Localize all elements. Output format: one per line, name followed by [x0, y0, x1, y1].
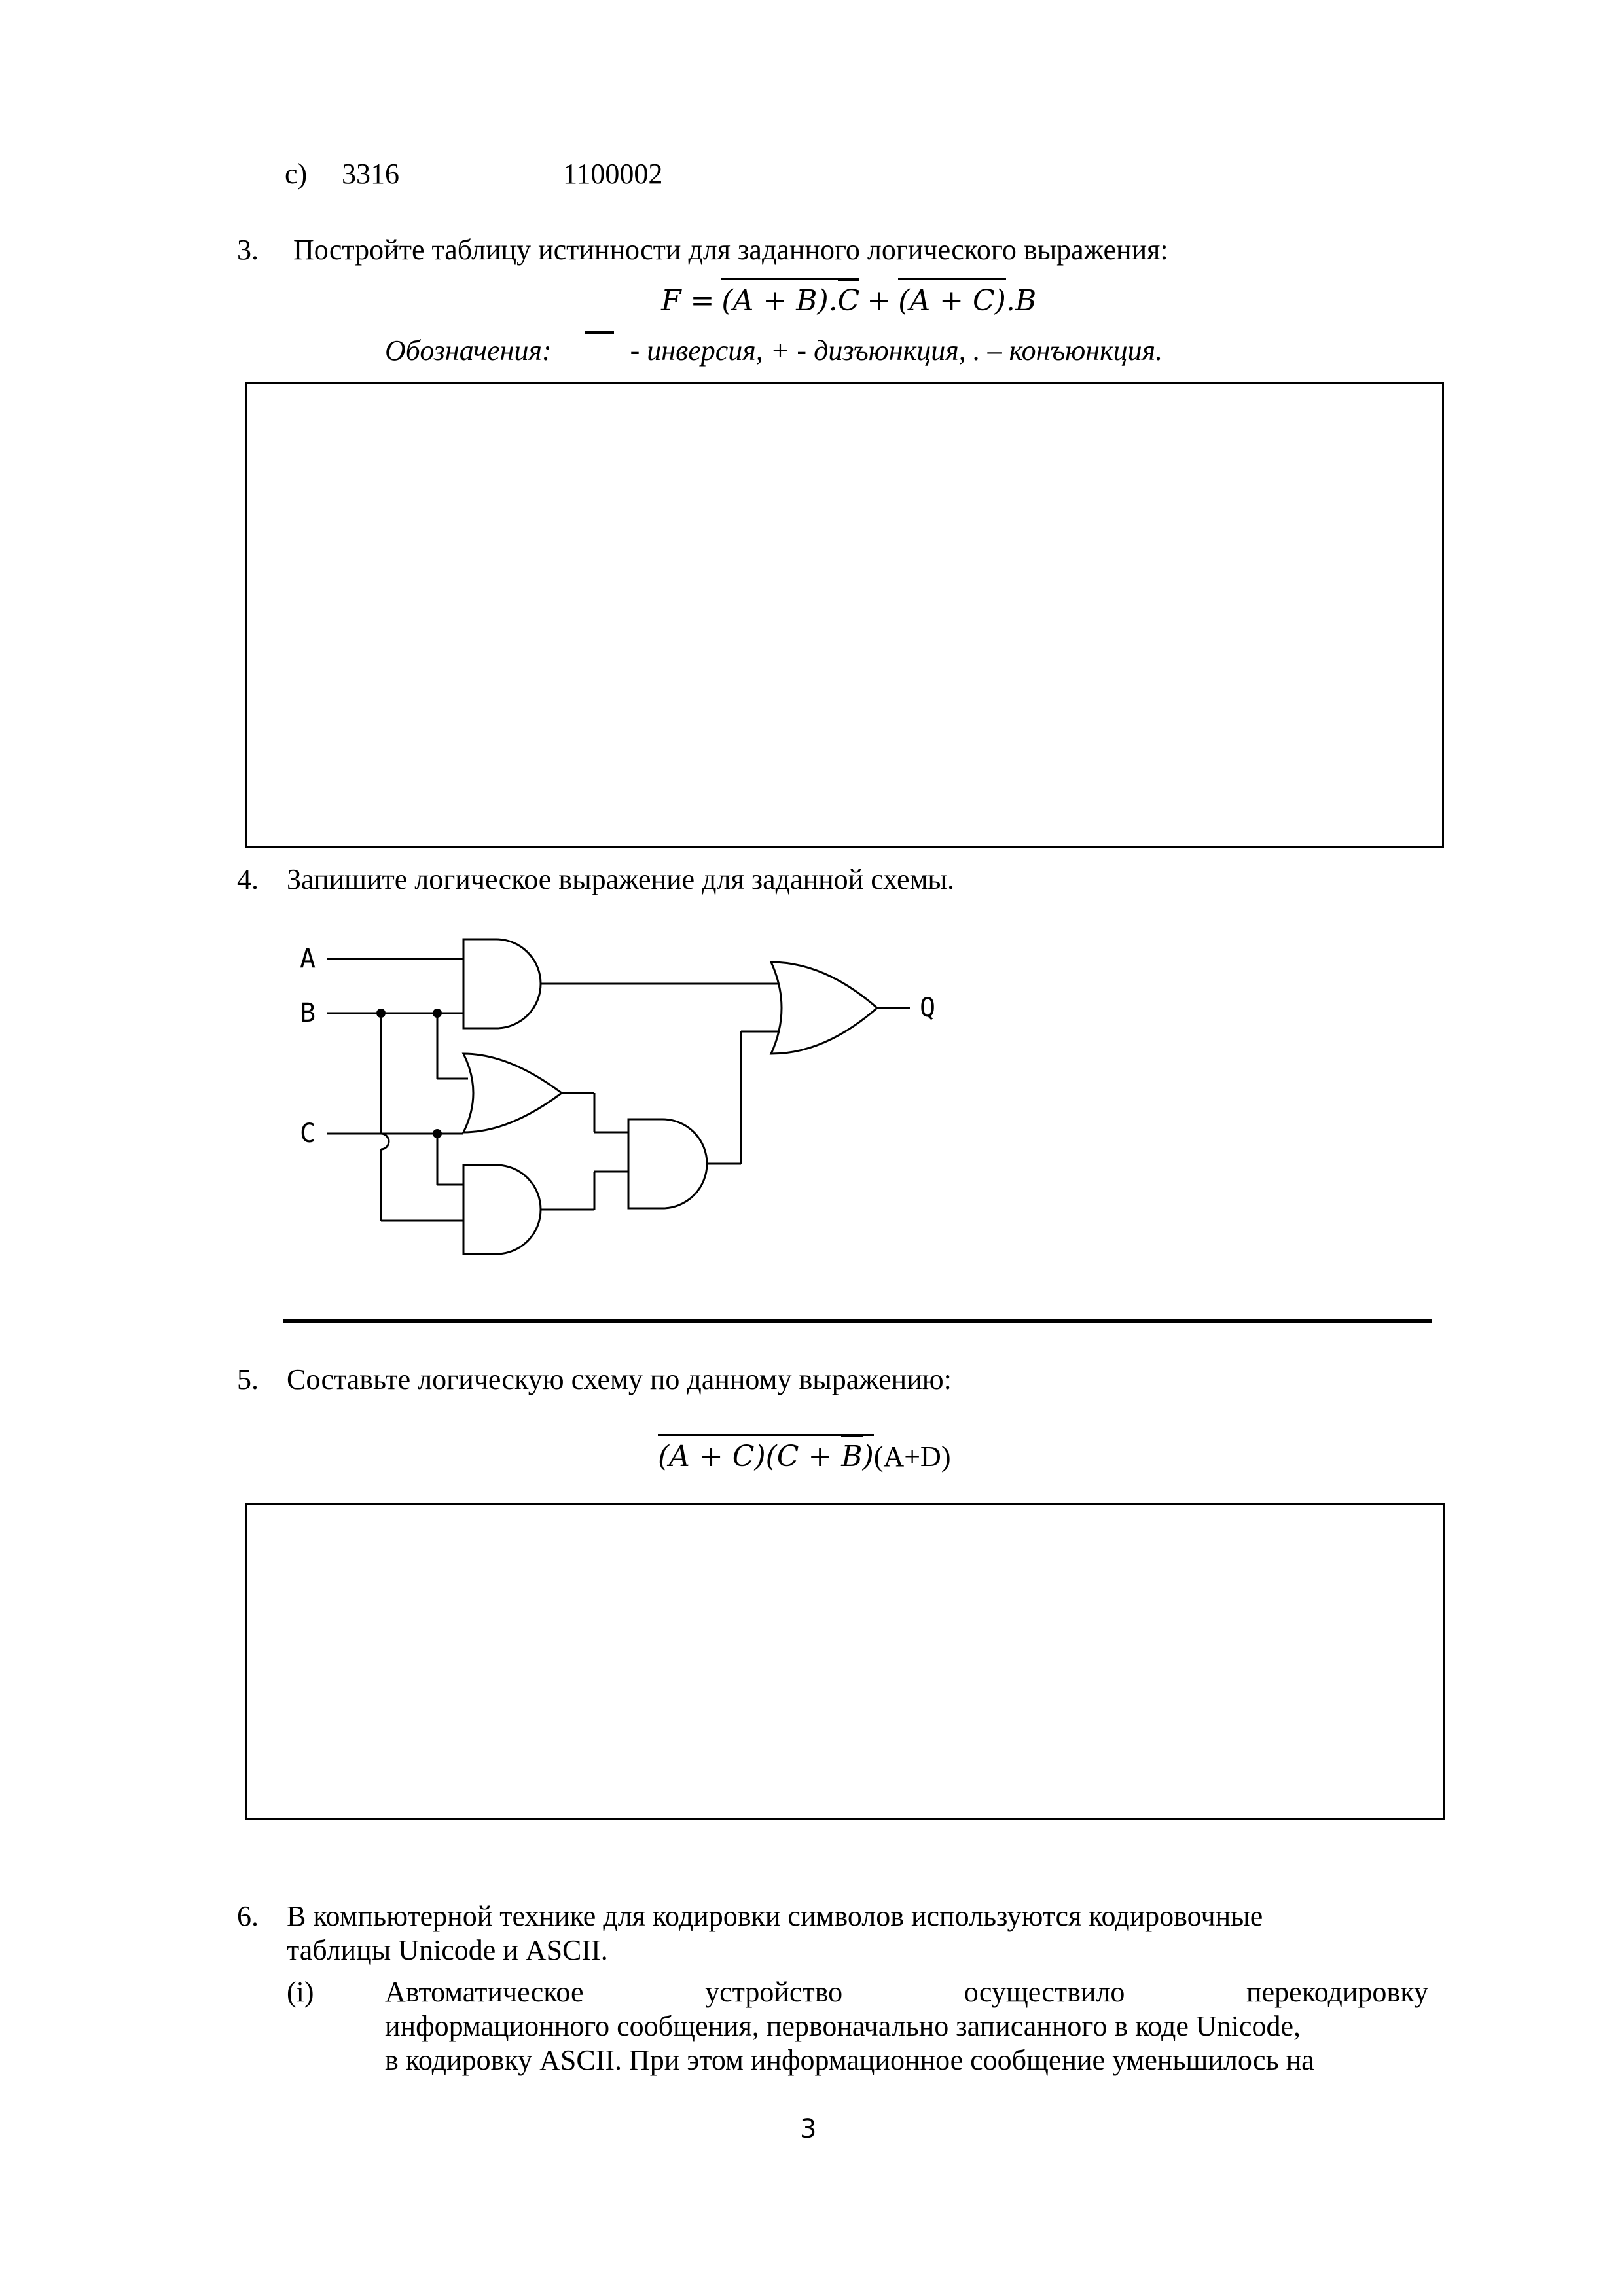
and-gate-3 — [463, 1165, 541, 1254]
or-gate-2 — [771, 962, 877, 1054]
item-c-value-a: 3316 — [342, 158, 399, 190]
q3-formula-plus: + — [867, 284, 892, 317]
q6-line1: В компьютерной технике для кодировки символов используются кодировочные — [287, 1900, 1263, 1932]
legend-plus: + — [770, 334, 790, 367]
q5-formula — [658, 1439, 950, 1475]
q3-formula-term2: (A + C) — [898, 278, 1006, 317]
q6-sub-line2: информационного сообщения, первоначально записанного в коде Unicode, — [385, 2010, 1301, 2042]
q6-line2: таблицы Unicode и ASCII. — [287, 1934, 608, 1966]
q5-answer-box[interactable] — [245, 1503, 1445, 1820]
output-label-q: Q — [920, 993, 936, 1023]
q5-formula-term2: (C + B) — [766, 1434, 874, 1473]
q4-answer-line[interactable] — [283, 1319, 1432, 1323]
legend-conjunction: . – конъюнкция. — [973, 334, 1163, 367]
q3-formula-term1: (A + B).C — [721, 278, 859, 317]
q5-formula-term1: (A + C) — [658, 1434, 766, 1473]
and-gate-2 — [628, 1119, 707, 1208]
wire-b-jump — [381, 1134, 389, 1149]
input-label-a: A — [300, 944, 316, 974]
q3-formula-b: B — [1015, 284, 1037, 317]
item-c-label: c) — [285, 158, 308, 190]
q5-text: Составьте логическую схему по данному выражению: — [287, 1363, 952, 1395]
q6-sub-line3: в кодировку ASCII. При этом информационное сообщение уменьшилось на — [385, 2044, 1314, 2076]
q6-number: 6. — [237, 1900, 259, 1932]
q4-text: Запишите логическое выражение для заданной схемы. — [287, 863, 954, 895]
legend-label: Обозначения: — [385, 334, 552, 367]
q6-sub-number: (i) — [287, 1976, 314, 2008]
page-number: 3 — [800, 2114, 817, 2144]
q5-number: 5. — [237, 1363, 259, 1395]
inversion-bar-icon — [585, 331, 614, 334]
q3-text: Постройте таблицу истинности для заданного логического выражения: — [293, 234, 1168, 266]
q3-number: 3. — [237, 234, 259, 266]
q6-sub-line1: Автоматическое устройство осуществило перекодировку — [385, 1976, 1428, 2008]
item-c-value-b: 1100002 — [563, 158, 663, 190]
q3-formula-dot: . — [1005, 284, 1015, 317]
junction-dot — [376, 1009, 386, 1018]
legend-inversion: - инверсия, — [630, 334, 763, 367]
q4-number: 4. — [237, 863, 259, 895]
q3-formula-lhs: F = — [661, 284, 715, 317]
junction-dot — [433, 1009, 442, 1018]
and-gate-1 — [463, 939, 541, 1028]
input-label-b: B — [300, 998, 316, 1028]
logic-circuit-diagram — [281, 923, 988, 1289]
q3-formula — [661, 283, 1036, 319]
q3-answer-box[interactable] — [245, 382, 1444, 848]
q5-formula-term3: (A+D) — [873, 1441, 951, 1473]
q3-legend — [385, 334, 1163, 368]
junction-dot — [433, 1129, 442, 1138]
legend-disjunction: - дизъюнкция, — [797, 334, 966, 367]
input-label-c: C — [300, 1119, 316, 1149]
or-gate-1 — [463, 1054, 562, 1132]
